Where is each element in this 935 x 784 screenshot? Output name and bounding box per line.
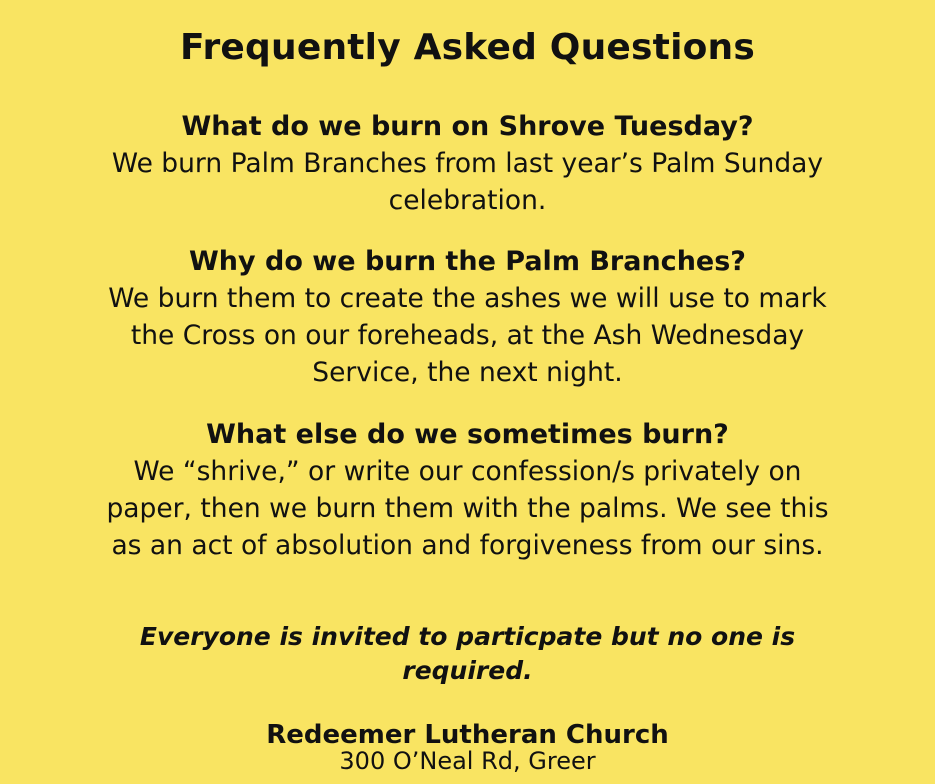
faq-question: Why do we burn the Palm Branches? xyxy=(189,246,746,277)
church-address: 300 O’Neal Rd, Greer xyxy=(339,747,596,775)
faq-answer: We burn Palm Branches from last year’s Palm Sunday celebration. xyxy=(111,148,824,216)
page-title: Frequently Asked Questions xyxy=(179,27,756,68)
faq-item-what-else xyxy=(95,416,840,564)
faq-question: What else do we sometimes burn? xyxy=(206,419,729,450)
church-name: Redeemer Lutheran Church xyxy=(266,720,669,750)
faq-item-palm-branches xyxy=(95,243,840,391)
faq-item-shrove-tuesday xyxy=(95,108,840,219)
faq-answer: We “shrive,” or write our confession/s privately on paper, then we burn them with the palms. We see this as an act of absolution and forgiveness from our sins. xyxy=(106,456,829,561)
faq-answer: We burn them to create the ashes we will use to mark the Cross on our foreheads, at the Ash Wednesday Service, the next night. xyxy=(108,283,827,388)
invitation-note: Everyone is invited to particpate but no one is required. xyxy=(139,622,796,685)
faq-question: What do we burn on Shrove Tuesday? xyxy=(181,111,754,142)
